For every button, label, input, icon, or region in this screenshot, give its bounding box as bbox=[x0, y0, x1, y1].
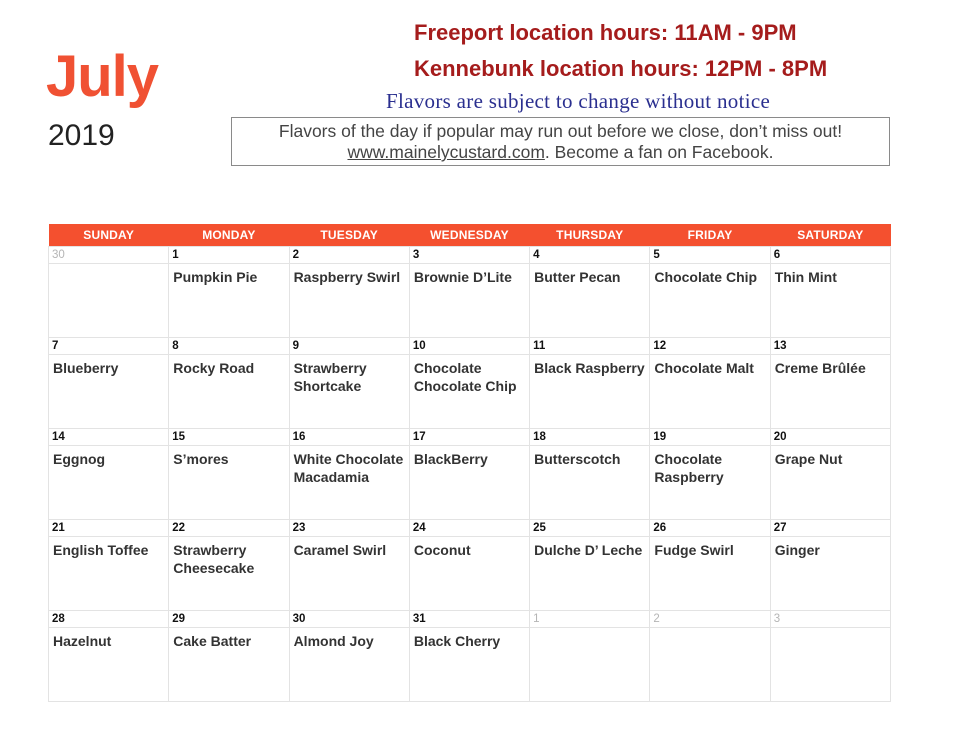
date-number: 26 bbox=[650, 520, 770, 537]
flavor-cell: Strawberry Shortcake bbox=[289, 355, 409, 429]
date-number: 2 bbox=[289, 247, 409, 264]
date-number: 28 bbox=[49, 611, 169, 628]
flavor-cell: Thin Mint bbox=[770, 264, 890, 338]
flavor-cell: Black Cherry bbox=[409, 628, 529, 702]
flavor-cell bbox=[49, 264, 169, 338]
date-number: 3 bbox=[770, 611, 890, 628]
flavor-cell: Butterscotch bbox=[530, 446, 650, 520]
date-number: 1 bbox=[169, 247, 289, 264]
notice-line-2 bbox=[232, 142, 889, 163]
date-row bbox=[49, 247, 891, 264]
flavor-cell: Ginger bbox=[770, 537, 890, 611]
flavor-cell: Coconut bbox=[409, 537, 529, 611]
date-number: 8 bbox=[169, 338, 289, 355]
flavor-row bbox=[49, 628, 891, 702]
flavor-cell bbox=[530, 628, 650, 702]
flavor-cell: English Toffee bbox=[49, 537, 169, 611]
flavor-cell: Fudge Swirl bbox=[650, 537, 770, 611]
flavor-cell: Blueberry bbox=[49, 355, 169, 429]
date-number: 18 bbox=[530, 429, 650, 446]
year-label: 2019 bbox=[48, 119, 115, 152]
flavor-cell: Chocolate Chocolate Chip bbox=[409, 355, 529, 429]
flavor-cell: Strawberry Cheesecake bbox=[169, 537, 289, 611]
month-title: July bbox=[46, 44, 159, 109]
date-number: 10 bbox=[409, 338, 529, 355]
flavor-row bbox=[49, 537, 891, 611]
date-number: 7 bbox=[49, 338, 169, 355]
flavor-cell: Raspberry Swirl bbox=[289, 264, 409, 338]
weekday-header-row bbox=[49, 224, 891, 247]
flavor-row bbox=[49, 446, 891, 520]
flavor-cell: Chocolate Raspberry bbox=[650, 446, 770, 520]
flavor-cell: Pumpkin Pie bbox=[169, 264, 289, 338]
facebook-text: . Become a fan on Facebook. bbox=[544, 142, 774, 162]
date-row bbox=[49, 338, 891, 355]
date-number: 11 bbox=[530, 338, 650, 355]
date-number: 29 bbox=[169, 611, 289, 628]
date-number: 2 bbox=[650, 611, 770, 628]
flavor-cell: Caramel Swirl bbox=[289, 537, 409, 611]
date-number: 9 bbox=[289, 338, 409, 355]
date-number: 31 bbox=[409, 611, 529, 628]
date-number: 5 bbox=[650, 247, 770, 264]
flavor-cell: Cake Batter bbox=[169, 628, 289, 702]
weekday-header: WEDNESDAY bbox=[409, 224, 529, 247]
flavor-cell bbox=[650, 628, 770, 702]
flavor-cell: Creme Brûlée bbox=[770, 355, 890, 429]
flavor-cell: Rocky Road bbox=[169, 355, 289, 429]
kennebunk-hours: Kennebunk location hours: 12PM - 8PM bbox=[414, 56, 828, 81]
notice-line-1: Flavors of the day if popular may run out before we close, don’t miss out! bbox=[278, 121, 843, 141]
date-number: 30 bbox=[49, 247, 169, 264]
date-row bbox=[49, 429, 891, 446]
date-row bbox=[49, 611, 891, 628]
date-row bbox=[49, 520, 891, 537]
weekday-header: SATURDAY bbox=[770, 224, 890, 247]
weekday-header: FRIDAY bbox=[650, 224, 770, 247]
flavor-cell bbox=[770, 628, 890, 702]
flavor-cell: Grape Nut bbox=[770, 446, 890, 520]
weekday-header: THURSDAY bbox=[530, 224, 650, 247]
calendar-grid bbox=[48, 224, 891, 702]
date-number: 17 bbox=[409, 429, 529, 446]
flavor-row bbox=[49, 264, 891, 338]
date-number: 21 bbox=[49, 520, 169, 537]
weekday-header: SUNDAY bbox=[49, 224, 169, 247]
date-number: 1 bbox=[530, 611, 650, 628]
date-number: 30 bbox=[289, 611, 409, 628]
flavor-cell: Eggnog bbox=[49, 446, 169, 520]
date-number: 20 bbox=[770, 429, 890, 446]
date-number: 12 bbox=[650, 338, 770, 355]
weekday-header: MONDAY bbox=[169, 224, 289, 247]
flavor-row bbox=[49, 355, 891, 429]
flavor-cell: Butter Pecan bbox=[530, 264, 650, 338]
weekday-header: TUESDAY bbox=[289, 224, 409, 247]
website-link[interactable]: www.mainelycustard.com bbox=[347, 142, 545, 162]
flavor-cell: Chocolate Chip bbox=[650, 264, 770, 338]
date-number: 19 bbox=[650, 429, 770, 446]
date-number: 22 bbox=[169, 520, 289, 537]
date-number: 25 bbox=[530, 520, 650, 537]
date-number: 23 bbox=[289, 520, 409, 537]
flavor-cell: S’mores bbox=[169, 446, 289, 520]
date-number: 13 bbox=[770, 338, 890, 355]
flavor-cell: White Chocolate Macadamia bbox=[289, 446, 409, 520]
notice-box bbox=[231, 117, 890, 166]
flavor-cell: Brownie D’Lite bbox=[409, 264, 529, 338]
date-number: 6 bbox=[770, 247, 890, 264]
flavor-cell: BlackBerry bbox=[409, 446, 529, 520]
date-number: 24 bbox=[409, 520, 529, 537]
date-number: 15 bbox=[169, 429, 289, 446]
flavors-subject-to-change-note: Flavors are subject to change without notice bbox=[386, 89, 771, 113]
freeport-hours: Freeport location hours: 11AM - 9PM bbox=[414, 20, 797, 45]
date-number: 14 bbox=[49, 429, 169, 446]
date-number: 4 bbox=[530, 247, 650, 264]
flavor-cell: Chocolate Malt bbox=[650, 355, 770, 429]
flavor-cell: Almond Joy bbox=[289, 628, 409, 702]
date-number: 3 bbox=[409, 247, 529, 264]
flavor-cell: Dulche D’ Leche bbox=[530, 537, 650, 611]
date-number: 16 bbox=[289, 429, 409, 446]
flavor-cell: Black Raspberry bbox=[530, 355, 650, 429]
date-number: 27 bbox=[770, 520, 890, 537]
flavor-cell: Hazelnut bbox=[49, 628, 169, 702]
